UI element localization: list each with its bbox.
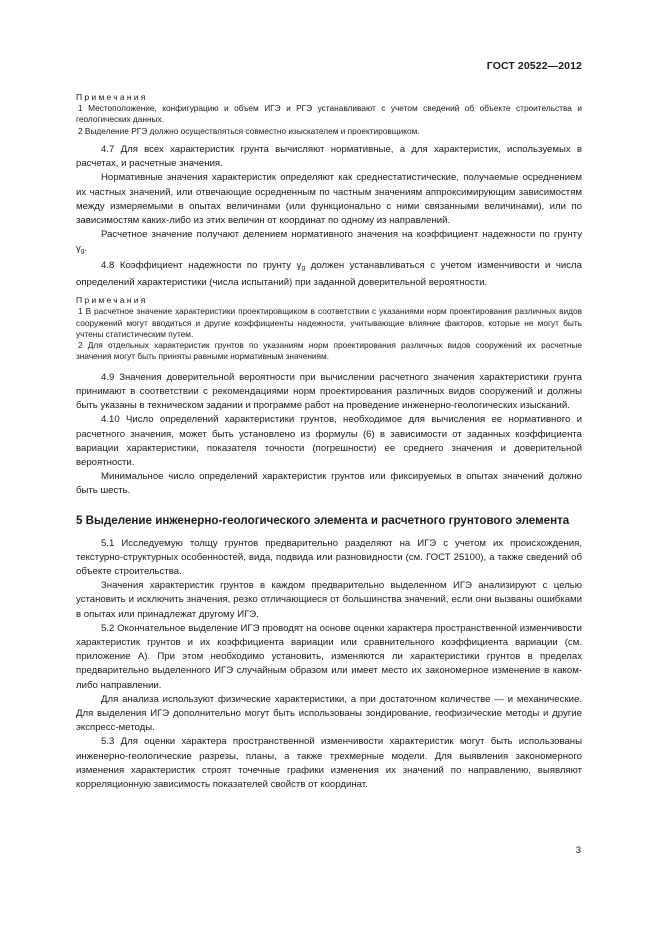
notes-title: Примечания (76, 295, 148, 306)
paragraph-4-7: 4.7 Для всех характеристик грунта вычисляют нормативные, а для характеристик, используемых в расчетах, и расчетные значения. (76, 143, 582, 170)
paragraph-5-2: 5.2 Окончательное выделение ИГЭ проводят на основе оценки характера пространственной изменчивости характеристик грунтов и их коэффициента вариации или сравнительного коэффициента вариации (см. приложение А). При этом необходимо установить, изменяются ли характеристики грунтов в пределах предварительно выделенного ИГЭ случайным образом или имеет место их закономерное изменение в каком-либо направлении. (76, 622, 582, 691)
note-item: 1 В расчетное значение характеристики проектировщиком в соответствии с указаниями норм проектирования различных видов сооружений могут вводиться и другие коэффициенты надежности, учитывающие влияние факторов, которые не могут быть учтены статистическим путем. (76, 306, 582, 339)
page-content (76, 92, 582, 792)
paragraph: Нормативные значения характеристик определяют как среднестатистические, получаемые осреднением их частных значений, или отвечающие осредненным по частным значениям аппроксимирующим зависимостям между измеряемыми в опытах величинами (или функционально с ними связанными величинами), или по зависимостям каких-либо из этих величин от координат по одному из направлений. (76, 172, 582, 226)
note-item: 2 Для отдельных характеристик грунтов по указаниям норм проектирования различных видов сооружений их расчетные значения могут быть приняты равными нормативным значениям. (76, 340, 582, 362)
paragraph-calc-value: Расчетное значение получают делением нормативного значения на коэффициент надежности по грунту $\gamma_g$. (76, 229, 582, 255)
section-5-title: 5 Выделение инженерно-геологического элемента и расчетного грунтового элемента (76, 513, 570, 527)
paragraph: Значения характеристик грунтов в каждом предварительно выделенном ИГЭ анализируют с целью установить и исключить значения, резко отличающиеся от большинства значений, если они вызваны ошибками в опытах или принадлежат другому ИГЭ. (76, 580, 582, 620)
paragraph-4-8: 4.8 Коэффициент надежности по грунту $\gamma_g$ должен устанавливаться с учетом изменчивости и числа определений характеристики (числа испытаний) при заданной доверительной вероятности. (76, 260, 582, 289)
page-number: 3 (575, 845, 581, 856)
note-item: 2 Выделение РГЭ должно осуществляться совместно изыскателем и проектировщиком. (78, 125, 420, 136)
notes-title: Примечания (76, 92, 148, 102)
paragraph-4-10: 4.10 Число определений характеристики грунтов, необходимое для вычисления ее нормативного и расчетного значения, может быть установлено из формулы (6) в зависимости от заданных коэффициента вариации характеристики, показателя точности (погрешности) ее среднего значения и доверительной вероятности. (76, 414, 582, 468)
subscript-g: g (80, 247, 85, 255)
notes-block-2 (76, 295, 582, 362)
paragraph-4-9: 4.9 Значения доверительной вероятности при вычислении расчетного значения характеристики грунта принимают в соответствии с рекомендациями норм проектирования различных видов сооружений и должны быть указаны в техническом задании и программе работ на проведение инженерно-геологических изысканий. (76, 371, 582, 412)
document-code: ГОСТ 20522—2012 (486, 60, 582, 72)
note-item: 1 Местоположение, конфигурацию и объем ИГЭ и РГЭ устанавливают с учетом сведений об объекте строительства и геологических данных. (76, 103, 582, 125)
subscript-g: g (301, 264, 306, 272)
paragraph-5-1: 5.1 Исследуемую толщу грунтов предварительно разделяют на ИГЭ с учетом их происхождения, текстурно-структурных особенностей, вида, подвида или разновидности (см. ГОСТ 25100), а также сведений об объекте строительства. (76, 537, 582, 577)
paragraph-5-3: 5.3 Для оценки характера пространственной изменчивости характеристик могут быть использованы инженерно-геологические разрезы, планы, а также трехмерные модели. Для выявления закономерного изменения характеристик строят точечные графики изменения их значений по направлению, выявляют корреляционную зависимость показателей свойств от координат. (76, 736, 582, 791)
paragraph: Для анализа используют физические характеристики, а при достаточном количестве — и механические. Для выделения ИГЭ дополнительно могут быть использованы зондирование, геофизические методы и другие экспресс-методы. (76, 693, 582, 734)
paragraph: Минимальное число определений характеристик грунтов или фиксируемых в опытах значений должно быть шесть. (76, 471, 582, 497)
notes-block-1 (76, 92, 582, 137)
